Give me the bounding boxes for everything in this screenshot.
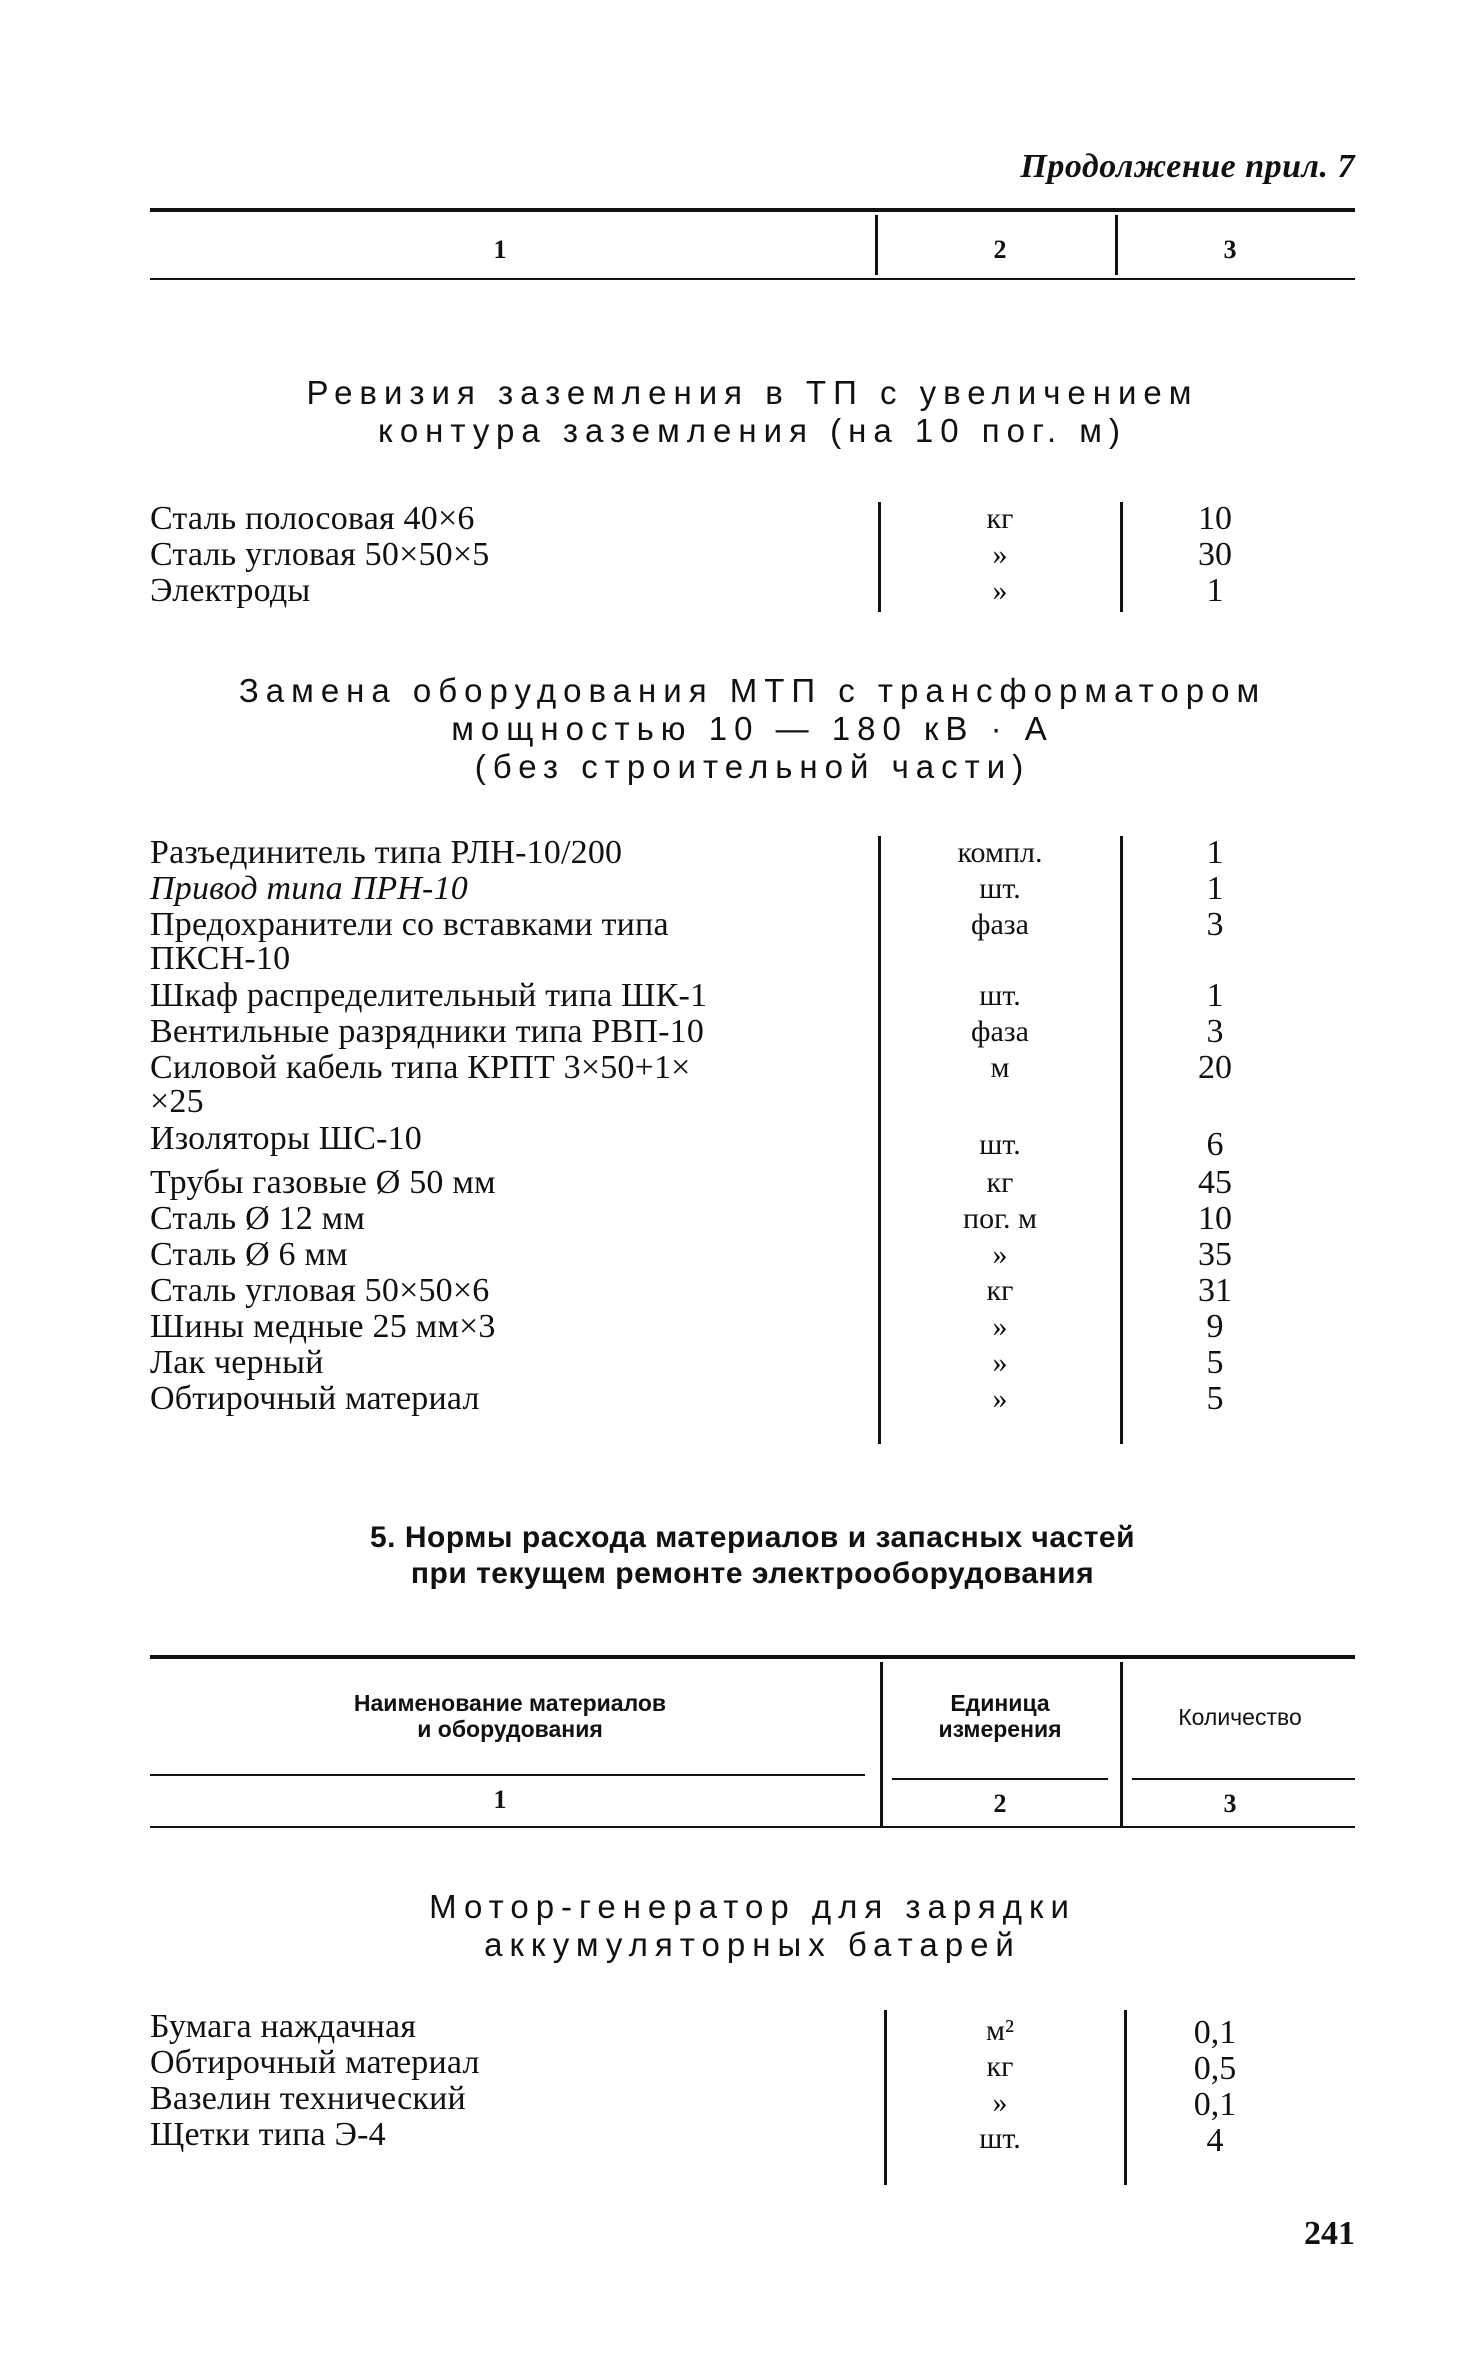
material-name: Щетки типа Э-4 [150, 2116, 386, 2153]
list-item [150, 836, 1355, 872]
column-divider [1115, 215, 1118, 275]
list-item [150, 1051, 1355, 1122]
material-name: Сталь полосовая 40×6 [150, 500, 475, 537]
document-page [150, 0, 1355, 2363]
table-header-mid-rule [1132, 1778, 1355, 1780]
material-unit: кг [986, 1166, 1014, 1199]
top-rule-lower [150, 278, 1355, 280]
list-item [150, 1310, 1355, 1346]
table-header-mid-rule [150, 1774, 865, 1776]
top-rule [150, 208, 1355, 212]
column-divider [875, 215, 878, 275]
material-quantity: 1 [1206, 834, 1224, 871]
material-quantity: 3 [1206, 906, 1224, 943]
section-heading-line: 5. Нормы расхода материалов и запасных частей [369, 1521, 1136, 1554]
list-item [150, 1346, 1355, 1382]
material-name: Вазелин технический [150, 2080, 466, 2117]
material-quantity: 0,1 [1193, 2014, 1237, 2051]
column-divider [1120, 1662, 1123, 1827]
material-name: Шкаф распределительный типа ШК-1 [150, 977, 708, 1014]
material-unit: » [992, 574, 1008, 607]
material-name: Силовой кабель типа КРПТ 3×50+1× [150, 1049, 691, 1086]
material-quantity: 10 [1198, 500, 1232, 537]
section-heading [150, 1520, 1355, 1592]
table-header-mid-rule [892, 1778, 1108, 1780]
material-quantity: 10 [1198, 1200, 1232, 1237]
material-unit: пог. м [963, 1202, 1037, 1235]
section-title [150, 672, 1355, 786]
list-item [150, 1274, 1355, 1310]
material-quantity: 1 [1206, 870, 1224, 907]
material-unit: шт. [979, 979, 1021, 1012]
material-list [150, 502, 1355, 610]
material-list [150, 836, 1355, 1418]
column-divider [880, 1662, 883, 1827]
list-item [150, 1238, 1355, 1274]
list-item [150, 908, 1355, 979]
material-name: Сталь Ø 6 мм [150, 1236, 348, 1273]
material-quantity: 31 [1198, 1272, 1232, 1309]
table-header-bottom-rule [150, 1826, 1355, 1828]
list-item [150, 1166, 1355, 1202]
column-number-1: 1 [493, 235, 507, 264]
column-number-3: 3 [1223, 235, 1237, 264]
section-title-line: (без строительной части) [474, 748, 1031, 785]
column-number-2: 2 [993, 235, 1007, 264]
material-unit: фаза [971, 1015, 1029, 1048]
running-head: Продолжение прил. 7 [1020, 148, 1355, 185]
material-unit: » [992, 538, 1008, 571]
table-header-quantity: Количество [1178, 1704, 1302, 1730]
material-quantity: 1 [1206, 572, 1224, 609]
material-unit: » [992, 1346, 1008, 1379]
material-name: Привод типа ПРН-10 [150, 870, 468, 907]
material-unit: м² [986, 2014, 1014, 2047]
material-name: Обтирочный материал [150, 2044, 480, 2081]
material-name: Сталь Ø 12 мм [150, 1200, 366, 1237]
list-item [150, 872, 1355, 908]
material-unit: шт. [979, 872, 1021, 905]
material-unit: фаза [971, 908, 1029, 941]
material-name: Сталь угловая 50×50×6 [150, 1272, 490, 1309]
material-name-continued: ПКСН-10 [150, 940, 291, 977]
material-quantity: 1 [1206, 977, 1224, 1014]
material-name: Разъединитель типа РЛН-10/200 [150, 834, 623, 871]
section-title-line: Замена оборудования МТП с трансформатором [238, 672, 1267, 709]
material-unit: кг [986, 502, 1014, 535]
material-unit: » [992, 2086, 1008, 2119]
material-quantity: 5 [1206, 1380, 1224, 1417]
material-quantity: 6 [1206, 1126, 1224, 1163]
material-name: Сталь угловая 50×50×5 [150, 536, 490, 573]
list-item [150, 1015, 1355, 1051]
material-unit: » [992, 1238, 1008, 1271]
list-item [150, 979, 1355, 1015]
section-heading-line: при текущем ремонте электрооборудования [410, 1557, 1095, 1590]
table-header-name: Наименование материалов и оборудования [353, 1690, 667, 1742]
material-name: Шины медные 25 мм×3 [150, 1308, 496, 1345]
material-name: Лак черный [150, 1344, 324, 1381]
material-quantity: 4 [1206, 2122, 1224, 2159]
material-unit: шт. [979, 1128, 1021, 1161]
list-item [150, 502, 1355, 538]
list-item [150, 574, 1355, 610]
list-item [150, 538, 1355, 574]
material-name: Изоляторы ШС-10 [150, 1120, 422, 1157]
material-name: Трубы газовые Ø 50 мм [150, 1164, 496, 1201]
list-item [150, 2044, 1355, 2087]
material-name: Бумага наждачная [150, 2008, 417, 2045]
section-title [150, 374, 1355, 450]
material-quantity: 0,1 [1193, 2086, 1237, 2123]
page-number: 241 [1304, 2215, 1355, 2252]
material-list [150, 2008, 1355, 2159]
material-unit: кг [986, 1274, 1014, 1307]
section-title-line: Ревизия заземления в ТП с увеличением [306, 374, 1199, 411]
material-unit: шт. [979, 2122, 1021, 2155]
list-item [150, 1202, 1355, 1238]
column-number-2: 2 [993, 1789, 1007, 1818]
list-item [150, 2116, 1355, 2159]
list-item [150, 2080, 1355, 2123]
material-quantity: 45 [1198, 1164, 1232, 1201]
table-header-unit: Единица измерения [938, 1690, 1062, 1742]
table-header-top-rule [150, 1655, 1355, 1659]
material-unit: кг [986, 2050, 1014, 2083]
list-item [150, 1122, 1355, 1166]
material-name: Электроды [150, 572, 311, 609]
material-name: Обтирочный материал [150, 1380, 480, 1417]
column-number-3: 3 [1223, 1789, 1237, 1818]
material-quantity: 5 [1206, 1344, 1224, 1381]
list-item [150, 2008, 1355, 2051]
material-unit: » [992, 1310, 1008, 1343]
material-quantity: 9 [1206, 1308, 1224, 1345]
section-title-line: мощностью 10 — 180 кВ · А [451, 710, 1054, 747]
section-title-line: контура заземления (на 10 пог. м) [378, 412, 1127, 449]
material-quantity: 0,5 [1193, 2050, 1237, 2087]
material-quantity: 3 [1206, 1013, 1224, 1050]
material-name: Предохранители со вставками типа [150, 906, 669, 943]
list-item [150, 1382, 1355, 1418]
column-number-1: 1 [493, 1785, 507, 1814]
material-unit: м [990, 1051, 1010, 1084]
material-quantity: 30 [1198, 536, 1232, 573]
section-title [150, 1888, 1355, 1964]
section-title-line: Мотор-генератор для зарядки [429, 1888, 1076, 1925]
material-name-continued: ×25 [150, 1083, 204, 1120]
section-title-line: аккумуляторных батарей [484, 1926, 1021, 1963]
material-name: Вентильные разрядники типа РВП-10 [150, 1013, 705, 1050]
material-unit: компл. [957, 836, 1043, 869]
material-unit: » [992, 1382, 1008, 1415]
material-quantity: 35 [1198, 1236, 1232, 1273]
material-quantity: 20 [1198, 1049, 1232, 1086]
